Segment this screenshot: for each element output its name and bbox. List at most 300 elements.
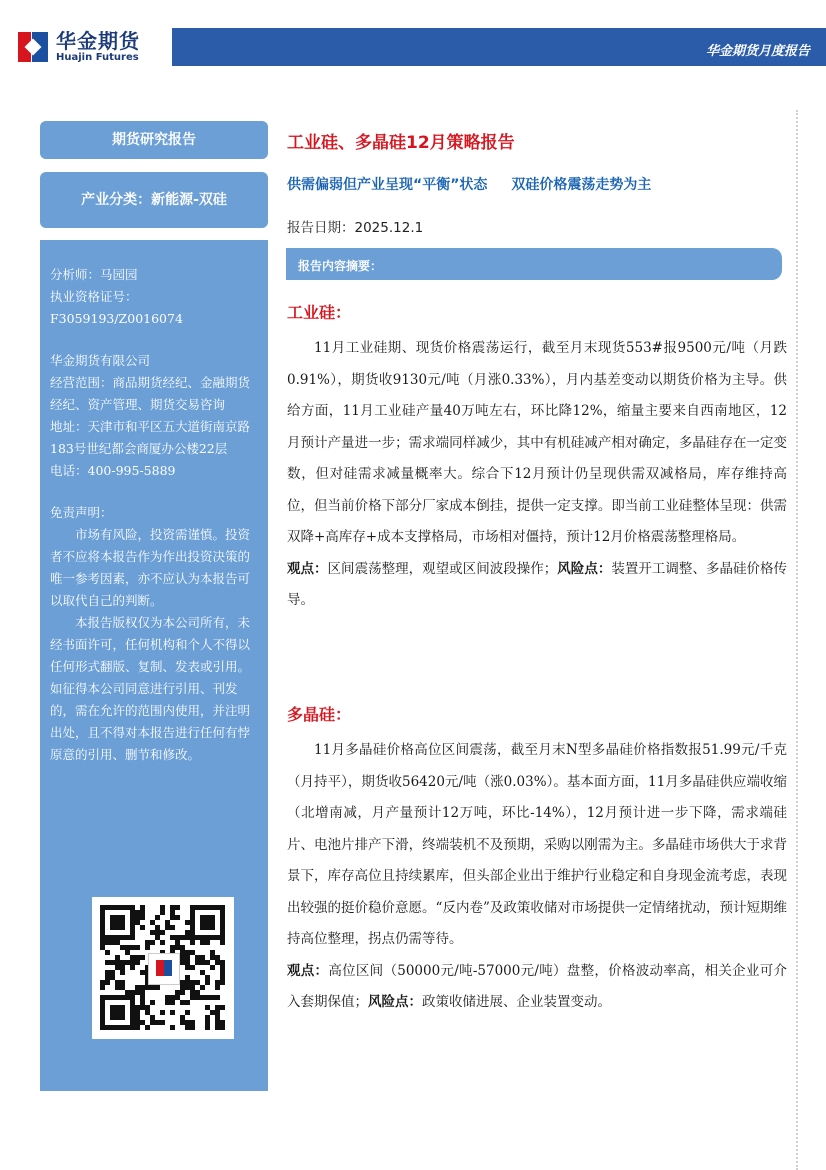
qr-module bbox=[115, 940, 120, 945]
qr-module bbox=[195, 960, 200, 965]
qr-module bbox=[170, 905, 175, 910]
qr-module bbox=[150, 1015, 155, 1020]
qr-module bbox=[140, 910, 145, 915]
qr-module bbox=[105, 935, 110, 940]
qr-module bbox=[210, 935, 215, 940]
qr-code-icon bbox=[92, 897, 234, 1039]
qr-module bbox=[205, 1020, 210, 1025]
qr-module bbox=[205, 920, 210, 925]
qr-module bbox=[205, 975, 210, 980]
qr-module bbox=[190, 905, 195, 910]
qr-module bbox=[135, 985, 140, 990]
qr-module bbox=[155, 935, 160, 940]
qr-module bbox=[120, 995, 125, 1000]
qr-module bbox=[200, 940, 205, 945]
qr-module bbox=[160, 1020, 165, 1025]
qr-module bbox=[145, 1025, 150, 1030]
qr-module bbox=[135, 1020, 140, 1025]
qr-module bbox=[150, 1020, 155, 1025]
qr-module bbox=[110, 925, 115, 930]
qr-module bbox=[210, 915, 215, 920]
disclaimer-title: 免责声明： bbox=[50, 505, 113, 520]
qr-module bbox=[100, 930, 105, 935]
qr-module bbox=[155, 985, 160, 990]
qr-module bbox=[185, 955, 190, 960]
qr-module bbox=[105, 1025, 110, 1030]
qr-module bbox=[100, 945, 105, 950]
qr-module bbox=[200, 905, 205, 910]
qr-module bbox=[185, 960, 190, 965]
disclaimer-paragraph-2: 本报告版权仅为本公司所有，未经书面许可，任何机构和个人不得以任何形式翻版、复制、发表或引用。如征得本公司同意进行引用、刊发的，需在允许的范围内使用，并注明出处，且不得对本报告进行任何有悖原意的引用、删节和修改。 bbox=[50, 615, 251, 762]
qr-module bbox=[110, 970, 115, 975]
qr-module bbox=[180, 990, 185, 995]
qr-module bbox=[165, 920, 170, 925]
qr-module bbox=[100, 1020, 105, 1025]
qr-module bbox=[120, 965, 125, 970]
report-subtitle-part-2: 双硅价格震荡走势为主 bbox=[511, 177, 652, 193]
qr-module bbox=[185, 1000, 190, 1005]
qr-module bbox=[110, 915, 115, 920]
qr-module bbox=[200, 970, 205, 975]
qr-module bbox=[110, 935, 115, 940]
qr-module bbox=[185, 920, 190, 925]
risk-text: 装置开工调整、多晶硅价格传导。 bbox=[287, 560, 788, 608]
qr-module bbox=[130, 1025, 135, 1030]
qr-module bbox=[220, 920, 225, 925]
qr-module bbox=[120, 1005, 125, 1010]
qr-module bbox=[150, 920, 155, 925]
qr-module bbox=[175, 905, 180, 910]
qr-module bbox=[220, 935, 225, 940]
qr-module bbox=[125, 960, 130, 965]
qr-module bbox=[160, 940, 165, 945]
qr-module bbox=[140, 915, 145, 920]
qr-module bbox=[180, 955, 185, 960]
qr-module bbox=[165, 925, 170, 930]
qr-module bbox=[110, 1010, 115, 1015]
qr-module bbox=[140, 970, 145, 975]
qr-module bbox=[100, 1010, 105, 1015]
qr-module bbox=[170, 925, 175, 930]
qr-module bbox=[125, 1025, 130, 1030]
qr-module bbox=[185, 1020, 190, 1025]
qr-module bbox=[110, 905, 115, 910]
qr-module bbox=[190, 940, 195, 945]
qr-module bbox=[135, 990, 140, 995]
header-bar bbox=[172, 28, 826, 66]
qr-module bbox=[160, 1010, 165, 1015]
qr-module bbox=[100, 910, 105, 915]
qr-module bbox=[110, 960, 115, 965]
qr-module bbox=[190, 965, 195, 970]
qr-module bbox=[100, 980, 105, 985]
qr-module bbox=[200, 925, 205, 930]
qr-module bbox=[120, 960, 125, 965]
qr-module bbox=[140, 985, 145, 990]
qr-module bbox=[115, 960, 120, 965]
qr-module bbox=[205, 935, 210, 940]
qr-module bbox=[135, 1015, 140, 1020]
qr-module bbox=[120, 945, 125, 950]
qr-module bbox=[150, 985, 155, 990]
qr-module bbox=[130, 1000, 135, 1005]
qr-module bbox=[205, 905, 210, 910]
qr-module bbox=[110, 1025, 115, 1030]
view-text: 高位区间（50000元/吨-57000元/吨）盘整，价格波动率高，相关企业可介入套期保值； bbox=[287, 962, 787, 1010]
qr-module bbox=[155, 930, 160, 935]
qr-module bbox=[200, 920, 205, 925]
qr-module bbox=[120, 1010, 125, 1015]
qr-module bbox=[205, 1025, 210, 1030]
qr-module bbox=[165, 995, 170, 1000]
qr-module bbox=[180, 945, 185, 950]
qr-module bbox=[200, 960, 205, 965]
qr-module bbox=[115, 1015, 120, 1020]
qr-module bbox=[195, 935, 200, 940]
polysilicon-view bbox=[287, 956, 787, 1019]
qr-module bbox=[105, 950, 110, 955]
qr-module bbox=[220, 905, 225, 910]
qr-module bbox=[170, 1000, 175, 1005]
qr-module bbox=[180, 950, 185, 955]
qr-module bbox=[110, 975, 115, 980]
qr-module bbox=[190, 1025, 195, 1030]
logo-mark-icon bbox=[18, 32, 48, 62]
qr-module bbox=[135, 945, 140, 950]
qr-module bbox=[130, 1015, 135, 1020]
qr-module bbox=[190, 915, 195, 920]
qr-module bbox=[130, 955, 135, 960]
qr-module bbox=[175, 940, 180, 945]
qr-module bbox=[115, 980, 120, 985]
qr-module bbox=[130, 960, 135, 965]
qr-module bbox=[175, 915, 180, 920]
qr-module bbox=[210, 950, 215, 955]
qr-module bbox=[135, 1005, 140, 1010]
qr-module bbox=[185, 980, 190, 985]
qr-module bbox=[145, 985, 150, 990]
qr-module bbox=[140, 1020, 145, 1025]
view-text: 区间震荡整理，观望或区间波段操作； bbox=[327, 560, 558, 577]
qr-module bbox=[215, 995, 220, 1000]
qr-module bbox=[185, 950, 190, 955]
qr-module bbox=[160, 910, 165, 915]
qr-module bbox=[140, 1000, 145, 1005]
industrial-silicon-analysis: 11月工业硅期、现货价格震荡运行，截至月末现货553#报9500元/吨（月跌0.91%），期货收9130元/吨（月涨0.33%），月内基差变动以期货价格为主导。供给方面，11月工业硅产量40万吨左右，环比降12%，缩量主要来自西南地区，12月预计产量进一步；需求端同样减少，其中有机硅减产相对确定，多晶硅存在一定变数，但对硅需求减量概率大。综合下12月预计仍呈现供需双减格局，库存维持高位，但当前价格下部分厂家成本倒挂，提供一定支撑。即当前工业硅整体呈现：供需双降+高库存+成本支撑格局，市场相对僵持，预计12月价格震荡整理格局。 bbox=[287, 340, 787, 545]
company-address: 地址：天津市和平区五大道街南京路183号世纪都会商厦办公楼22层 bbox=[50, 419, 251, 456]
qr-module bbox=[170, 910, 175, 915]
qr-module bbox=[215, 955, 220, 960]
business-scope: 经营范围：商品期货经纪、金融期货经纪、资产管理、期货交易咨询 bbox=[50, 375, 251, 412]
qr-center-logo-icon bbox=[148, 953, 180, 985]
qr-module bbox=[215, 960, 220, 965]
qr-module bbox=[175, 990, 180, 995]
qr-module bbox=[115, 1025, 120, 1030]
qr-module bbox=[180, 1020, 185, 1025]
qr-module bbox=[100, 905, 105, 910]
company-phone: 电话：400-995-5889 bbox=[50, 463, 176, 478]
qr-module bbox=[115, 920, 120, 925]
qr-module bbox=[165, 1000, 170, 1005]
qr-module bbox=[120, 985, 125, 990]
qr-module bbox=[155, 925, 160, 930]
qr-module bbox=[195, 990, 200, 995]
report-title: 工业硅、多晶硅12月策略报告 bbox=[287, 133, 515, 153]
report-date: 报告日期：2025.12.1 bbox=[287, 220, 424, 236]
qr-module bbox=[200, 955, 205, 960]
qr-module bbox=[210, 995, 215, 1000]
risk-label: 风险点： bbox=[557, 560, 612, 577]
qr-module bbox=[185, 1010, 190, 1015]
section-title-polysilicon: 多晶硅： bbox=[287, 705, 352, 724]
qr-module bbox=[205, 915, 210, 920]
qr-module bbox=[100, 1000, 105, 1005]
qr-module bbox=[170, 995, 175, 1000]
qr-module bbox=[135, 960, 140, 965]
qr-module bbox=[220, 910, 225, 915]
qr-module bbox=[100, 915, 105, 920]
qr-module bbox=[120, 915, 125, 920]
qr-module bbox=[125, 905, 130, 910]
qr-module bbox=[220, 975, 225, 980]
qr-module bbox=[220, 940, 225, 945]
qr-module bbox=[120, 1025, 125, 1030]
qr-module bbox=[100, 995, 105, 1000]
qr-module bbox=[140, 925, 145, 930]
section-title-industrial-silicon: 工业硅： bbox=[287, 303, 352, 322]
qr-module bbox=[100, 985, 105, 990]
qr-module bbox=[145, 945, 150, 950]
report-series-title: 华金期货月度报告 bbox=[705, 44, 810, 59]
qr-module bbox=[115, 1010, 120, 1015]
qr-module bbox=[135, 1010, 140, 1015]
qr-module bbox=[205, 940, 210, 945]
qr-module bbox=[195, 905, 200, 910]
qr-module bbox=[195, 995, 200, 1000]
qr-module bbox=[125, 995, 130, 1000]
logo-english-name: Huajin Futures bbox=[56, 52, 139, 63]
qr-module bbox=[190, 990, 195, 995]
qr-module bbox=[135, 920, 140, 925]
qr-module bbox=[210, 955, 215, 960]
qr-module bbox=[130, 930, 135, 935]
qr-module bbox=[220, 925, 225, 930]
section-body-polysilicon bbox=[287, 735, 787, 1019]
qr-module bbox=[140, 990, 145, 995]
qr-module bbox=[170, 935, 175, 940]
qr-module bbox=[140, 995, 145, 1000]
qr-module bbox=[190, 1020, 195, 1025]
qr-module bbox=[145, 940, 150, 945]
qr-module bbox=[100, 940, 105, 945]
qr-module bbox=[190, 980, 195, 985]
section-body-industrial-silicon bbox=[287, 333, 787, 617]
qr-module bbox=[215, 905, 220, 910]
qr-module bbox=[185, 935, 190, 940]
qr-module bbox=[220, 960, 225, 965]
qr-module bbox=[130, 1005, 135, 1010]
qr-module bbox=[140, 955, 145, 960]
qr-module bbox=[100, 1005, 105, 1010]
qr-module bbox=[115, 1005, 120, 1010]
qr-module bbox=[100, 1015, 105, 1020]
view-label: 观点： bbox=[287, 962, 329, 979]
qr-module bbox=[220, 930, 225, 935]
qr-module bbox=[120, 935, 125, 940]
qr-module bbox=[185, 975, 190, 980]
qr-module bbox=[125, 950, 130, 955]
qr-module bbox=[195, 955, 200, 960]
cert-label: 执业资格证号： bbox=[50, 289, 138, 304]
cert-number: F3059193/Z0016074 bbox=[50, 311, 183, 326]
qr-module bbox=[115, 955, 120, 960]
qr-module bbox=[135, 910, 140, 915]
qr-module bbox=[120, 905, 125, 910]
qr-module bbox=[130, 905, 135, 910]
polysilicon-analysis: 11月多晶硅价格高位区间震荡，截至月末N型多晶硅价格指数报51.99元/千克（月持平），期货收56420元/吨（涨0.03%）。基本面方面，11月多晶硅供应端收缩（北增南减，月产量预计12万吨，环比-14%），12月预计进一步下降，需求端硅片、电池片排产下滑，终端装机不及预期，采购以刚需为主。多晶硅市场供大于求背景下，库存高位且持续累库，但头部企业出于维护行业稳定和自身现金流考虑，表现出较强的挺价稳价意愿。“反内卷”及政策收储对市场提供一定情绪扰动，预计短期维持高位整理，拐点仍需等待。 bbox=[287, 742, 787, 947]
qr-module bbox=[130, 925, 135, 930]
qr-module bbox=[170, 1010, 175, 1015]
qr-module bbox=[135, 955, 140, 960]
qr-module bbox=[120, 925, 125, 930]
qr-module bbox=[220, 980, 225, 985]
qr-module bbox=[160, 905, 165, 910]
qr-module bbox=[150, 940, 155, 945]
qr-module bbox=[220, 965, 225, 970]
qr-module bbox=[115, 905, 120, 910]
qr-module bbox=[135, 915, 140, 920]
report-subtitle bbox=[287, 174, 651, 194]
qr-module bbox=[110, 1005, 115, 1010]
qr-module bbox=[220, 1025, 225, 1030]
qr-module bbox=[205, 1005, 210, 1010]
sidebar-industry-category: 产业分类：新能源-双硅 bbox=[40, 172, 268, 228]
qr-module bbox=[190, 985, 195, 990]
qr-module bbox=[110, 995, 115, 1000]
qr-module bbox=[190, 925, 195, 930]
qr-module bbox=[215, 985, 220, 990]
qr-module bbox=[105, 995, 110, 1000]
logo-chinese-name: 华金期货 bbox=[56, 29, 140, 53]
qr-module bbox=[215, 935, 220, 940]
qr-module bbox=[180, 980, 185, 985]
qr-module bbox=[210, 925, 215, 930]
risk-label: 风险点： bbox=[368, 994, 422, 1010]
risk-text: 政策收储进展、企业装置变动。 bbox=[422, 994, 611, 1010]
qr-module bbox=[130, 1020, 135, 1025]
qr-module bbox=[105, 970, 110, 975]
qr-module bbox=[105, 975, 110, 980]
qr-module bbox=[190, 935, 195, 940]
qr-module bbox=[180, 935, 185, 940]
qr-module bbox=[150, 1000, 155, 1005]
qr-module bbox=[205, 980, 210, 985]
qr-module bbox=[190, 920, 195, 925]
summary-header-bar bbox=[286, 248, 782, 280]
qr-module bbox=[120, 970, 125, 975]
qr-module bbox=[170, 1025, 175, 1030]
qr-module bbox=[185, 965, 190, 970]
qr-module bbox=[120, 1015, 125, 1020]
qr-module bbox=[185, 1025, 190, 1030]
qr-module bbox=[200, 995, 205, 1000]
qr-module bbox=[200, 935, 205, 940]
qr-module bbox=[105, 940, 110, 945]
qr-module bbox=[115, 995, 120, 1000]
qr-module bbox=[180, 985, 185, 990]
industrial-silicon-view bbox=[287, 554, 787, 617]
qr-module bbox=[205, 1015, 210, 1020]
qr-module bbox=[205, 995, 210, 1000]
qr-module bbox=[100, 935, 105, 940]
page-divider bbox=[796, 110, 798, 1170]
company-logo bbox=[18, 30, 140, 64]
qr-module bbox=[130, 965, 135, 970]
qr-module bbox=[200, 985, 205, 990]
qr-module bbox=[130, 935, 135, 940]
qr-module bbox=[195, 980, 200, 985]
qr-module bbox=[205, 925, 210, 930]
qr-module bbox=[180, 960, 185, 965]
qr-module bbox=[100, 925, 105, 930]
qr-module bbox=[115, 965, 120, 970]
qr-module bbox=[215, 1005, 220, 1010]
qr-module bbox=[160, 930, 165, 935]
qr-module bbox=[100, 920, 105, 925]
qr-module bbox=[205, 960, 210, 965]
qr-module bbox=[130, 990, 135, 995]
qr-module bbox=[130, 995, 135, 1000]
qr-module bbox=[145, 1010, 150, 1015]
qr-module bbox=[125, 945, 130, 950]
qr-module bbox=[180, 1000, 185, 1005]
qr-module bbox=[170, 945, 175, 950]
qr-module bbox=[190, 995, 195, 1000]
qr-module bbox=[105, 960, 110, 965]
qr-module bbox=[215, 980, 220, 985]
qr-module bbox=[185, 985, 190, 990]
qr-module bbox=[110, 920, 115, 925]
qr-module bbox=[125, 990, 130, 995]
qr-module bbox=[150, 930, 155, 935]
qr-module bbox=[180, 1015, 185, 1020]
qr-module bbox=[190, 950, 195, 955]
qr-module bbox=[115, 915, 120, 920]
qr-module bbox=[120, 920, 125, 925]
qr-module bbox=[210, 965, 215, 970]
qr-module bbox=[175, 935, 180, 940]
qr-module bbox=[220, 915, 225, 920]
qr-module bbox=[115, 925, 120, 930]
qr-module bbox=[215, 1020, 220, 1025]
sidebar-report-type: 期货研究报告 bbox=[40, 121, 268, 159]
qr-module bbox=[140, 905, 145, 910]
qr-module bbox=[130, 920, 135, 925]
qr-module bbox=[125, 935, 130, 940]
qr-module bbox=[220, 970, 225, 975]
qr-module bbox=[175, 945, 180, 950]
qr-module bbox=[140, 1005, 145, 1010]
qr-module bbox=[220, 1020, 225, 1025]
analyst-name: 分析师：马园园 bbox=[50, 267, 138, 282]
qr-module bbox=[190, 930, 195, 935]
qr-module bbox=[155, 915, 160, 920]
qr-module bbox=[155, 1020, 160, 1025]
qr-module bbox=[200, 915, 205, 920]
qr-module bbox=[185, 930, 190, 935]
qr-module bbox=[170, 915, 175, 920]
qr-module bbox=[100, 1025, 105, 1030]
